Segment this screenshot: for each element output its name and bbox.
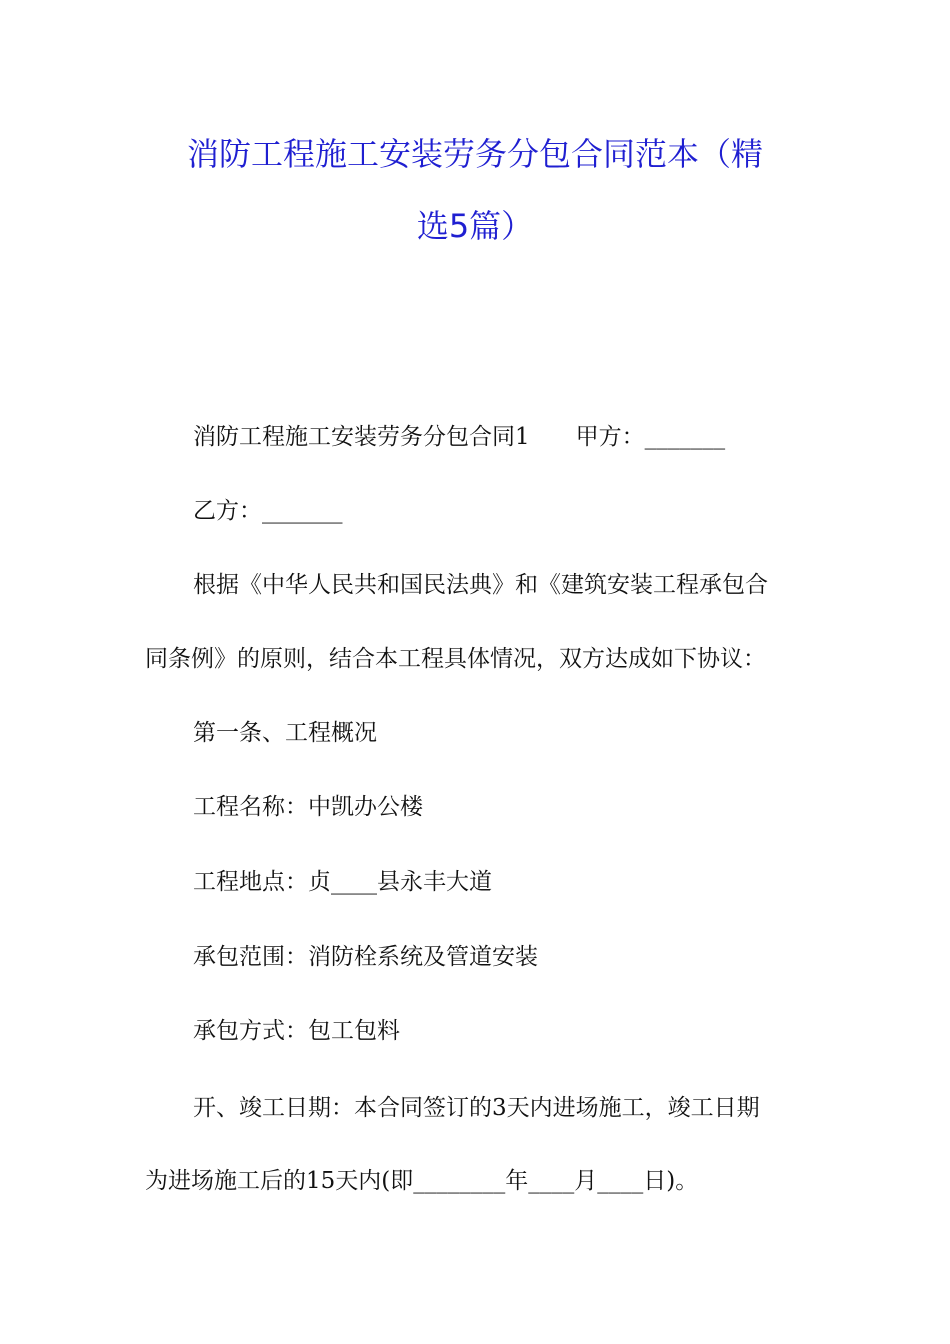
document-title-line-1: 消防工程施工安装劳务分包合同范本（精 (186, 135, 763, 173)
paragraph-basis-line-2: 同条例》的原则，结合本工程具体情况，双方达成如下协议： (145, 646, 766, 672)
paragraph-basis-line-1: 根据《中华人民共和国民法典》和《建筑安装工程承包合 (193, 572, 768, 598)
paragraph-contract-scope: 承包范围：消防栓系统及管道安装 (193, 944, 538, 970)
paragraph-party-b: 乙方：_______ (193, 498, 343, 524)
paragraph-schedule-line-1: 开、竣工日期：本合同签订的3天内进场施工，竣工日期 (193, 1095, 760, 1121)
paragraph-contract-heading: 消防工程施工安装劳务分包合同1 甲方：_______ (193, 424, 726, 450)
paragraph-project-name: 工程名称：中凯办公楼 (193, 794, 423, 820)
document-title-line-2: 选5篇） (416, 207, 534, 245)
section-heading-article-1: 第一条、工程概况 (193, 720, 377, 746)
paragraph-contract-method: 承包方式：包工包料 (193, 1018, 400, 1044)
paragraph-schedule-line-2: 为进场施工后的15天内(即________年____月____日)。 (145, 1168, 699, 1194)
paragraph-project-location: 工程地点：贞____县永丰大道 (193, 869, 492, 895)
